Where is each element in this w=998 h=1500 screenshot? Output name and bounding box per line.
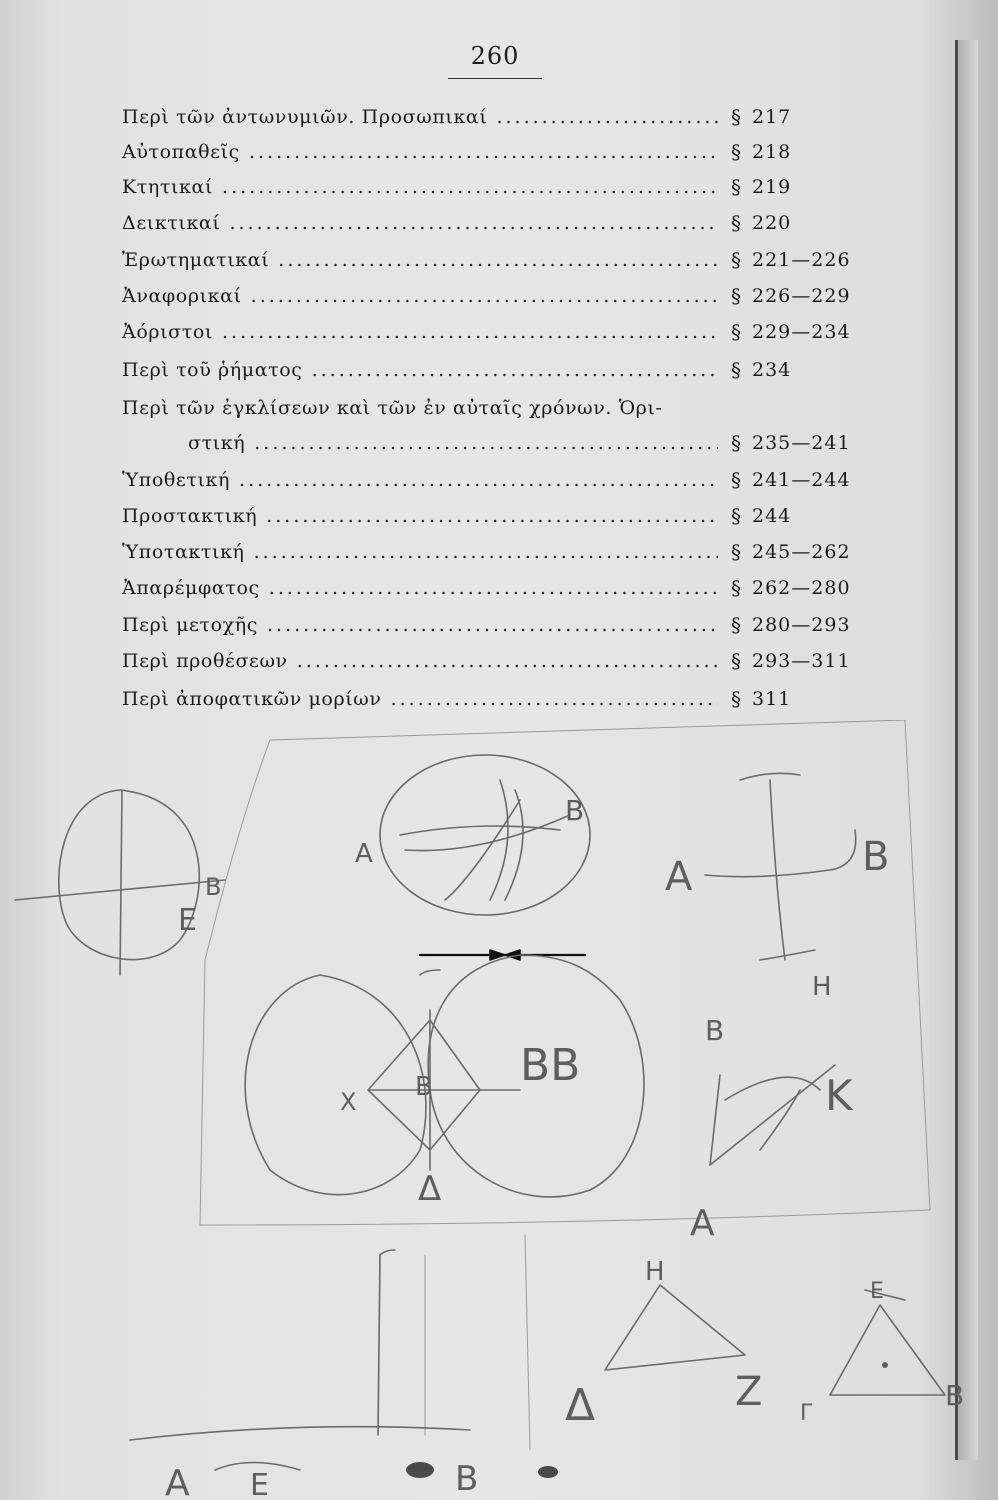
toc-entry-pages: 229—234 bbox=[752, 321, 851, 343]
toc-entry-pages: 262—280 bbox=[752, 577, 851, 599]
section-mark: § bbox=[731, 613, 741, 637]
toc-entry bbox=[122, 208, 877, 238]
sketch-letter: H bbox=[645, 1257, 665, 1287]
page-number-rule bbox=[448, 78, 542, 79]
section-mark: § bbox=[731, 284, 741, 308]
section-mark: § bbox=[731, 687, 741, 711]
sketch-letter: K bbox=[825, 1071, 853, 1120]
section-mark: § bbox=[731, 358, 741, 382]
toc-entry-label: Ἀόριστοι ..... bbox=[122, 317, 718, 347]
sketch-letter: B bbox=[415, 1072, 433, 1102]
section-mark: § bbox=[731, 175, 741, 199]
twin-circles-sketch bbox=[245, 955, 644, 1209]
sketch-letter: B bbox=[705, 1014, 725, 1047]
toc-entry-pages: 235—241 bbox=[752, 432, 851, 454]
angle-sketch bbox=[690, 1014, 854, 1244]
toc-entry-label: Περὶ τῶν ἀντωνυμιῶν. Προσωπικαί ..... bbox=[122, 102, 718, 132]
triangle-sketch bbox=[565, 1257, 762, 1431]
toc-entry bbox=[122, 646, 877, 676]
toc-entry-label: Ὑποθετική ..... bbox=[122, 465, 718, 495]
toc-entry-pages: 244 bbox=[752, 505, 792, 527]
toc-entry-label: Περὶ προθέσεων ..... bbox=[122, 646, 718, 676]
toc-entry-label-continuation: στική ..... bbox=[188, 428, 718, 458]
toc-entry bbox=[122, 281, 877, 311]
sketch-letter: BB bbox=[520, 1040, 581, 1091]
section-mark: § bbox=[731, 105, 741, 129]
oval-cross-sketch bbox=[15, 790, 225, 975]
section-mark: § bbox=[731, 468, 741, 492]
toc-entry-label: Προστακτική ..... bbox=[122, 501, 718, 531]
toc-entry-label: Ὑποτακτική ..... bbox=[122, 537, 718, 567]
toc-entry-pages: 241—244 bbox=[752, 469, 851, 491]
section-mark: § bbox=[731, 649, 741, 673]
pencil-sketches bbox=[0, 720, 998, 1500]
toc-entry-pages: 219 bbox=[752, 176, 792, 198]
toc-entry-pages: 245—262 bbox=[752, 541, 851, 563]
sketch-letter: Δ bbox=[565, 1380, 596, 1431]
sketch-letter: A bbox=[665, 854, 693, 900]
toc-entry-label: Περὶ τοῦ ῥήματος ..... bbox=[122, 355, 718, 385]
toc-entry-label: Ἀπαρέμφατος ..... bbox=[122, 573, 718, 603]
sketch-letter: B bbox=[862, 834, 890, 880]
sketch-letter: Γ bbox=[800, 1401, 813, 1426]
sketch-letter: E bbox=[178, 903, 197, 938]
cross-figure-sketch bbox=[665, 773, 889, 1002]
toc-entry-pages: 293—311 bbox=[752, 650, 851, 672]
sketch-letter: B bbox=[205, 873, 222, 901]
section-mark: § bbox=[731, 320, 741, 344]
toc-entry-label: Ἀναφορικαί ..... bbox=[122, 281, 718, 311]
toc-entry-pages: 226—229 bbox=[752, 285, 851, 307]
section-mark: § bbox=[731, 140, 741, 164]
toc-entry bbox=[122, 172, 877, 202]
sketch-letter: B bbox=[565, 794, 585, 827]
sketch-letter: E bbox=[870, 1279, 884, 1304]
toc-entry bbox=[122, 245, 877, 275]
toc-entry-multiline bbox=[122, 393, 877, 423]
toc-entry-label: Περὶ ἀποφατικῶν μορίων ..... bbox=[122, 684, 718, 714]
toc-entry-pages: 280—293 bbox=[752, 614, 851, 636]
section-mark: § bbox=[731, 211, 741, 235]
toc-entry bbox=[122, 317, 877, 347]
vertical-line-sketch bbox=[130, 1235, 558, 1500]
toc-entry-label: Ἐρωτηματικαί ..... bbox=[122, 245, 718, 275]
toc-entry-label: Περὶ μετοχῆς ..... bbox=[122, 610, 718, 640]
section-mark: § bbox=[731, 431, 741, 455]
toc-entry-label: Αὐτοπαθεῖς ..... bbox=[122, 137, 718, 167]
sketch-letter: Z bbox=[735, 1369, 763, 1415]
toc-entry bbox=[122, 501, 877, 531]
toc-entry bbox=[122, 684, 877, 714]
toc-entry-pages: 220 bbox=[752, 212, 792, 234]
sketch-letter: A bbox=[690, 1203, 715, 1244]
toc-entry-pages: 234 bbox=[752, 359, 792, 381]
sketch-letter: B bbox=[455, 1459, 479, 1499]
sketch-letter: H bbox=[812, 972, 832, 1002]
section-mark: § bbox=[731, 576, 741, 600]
toc-entry-continuation bbox=[122, 428, 877, 458]
sketch-letter: B bbox=[945, 1379, 965, 1412]
toc-entry-pages: 221—226 bbox=[752, 249, 851, 271]
section-mark: § bbox=[731, 248, 741, 272]
toc-entry bbox=[122, 537, 877, 567]
toc-entry bbox=[122, 137, 877, 167]
sketch-letter: A bbox=[355, 839, 373, 869]
sketch-letter: Δ bbox=[418, 1169, 442, 1209]
section-mark: § bbox=[731, 540, 741, 564]
toc-entry-label: Περὶ τῶν ἐγκλίσεων καὶ τῶν ἐν αὐταῖς χρόνων. Ὁρι- bbox=[122, 397, 663, 419]
sketch-letter: A bbox=[165, 1463, 190, 1500]
page-number: 260 bbox=[470, 42, 520, 70]
toc-entry bbox=[122, 610, 877, 640]
sketch-letter: E bbox=[250, 1468, 269, 1500]
toc-entry bbox=[122, 573, 877, 603]
circle-sketch bbox=[355, 755, 590, 915]
small-triangle-sketch bbox=[800, 1279, 964, 1426]
section-mark: § bbox=[731, 504, 741, 528]
toc-entry bbox=[122, 465, 877, 495]
toc-entry-label: Δεικτικαί ..... bbox=[122, 208, 718, 238]
toc-entry-label: Κτητικαί ..... bbox=[122, 172, 718, 202]
toc-entry-pages: 311 bbox=[752, 688, 792, 710]
toc-entry bbox=[122, 102, 877, 132]
sketch-letter: X bbox=[340, 1088, 357, 1116]
toc-entry bbox=[122, 355, 877, 385]
toc-entry-pages: 217 bbox=[752, 106, 792, 128]
toc-entry-pages: 218 bbox=[752, 141, 792, 163]
